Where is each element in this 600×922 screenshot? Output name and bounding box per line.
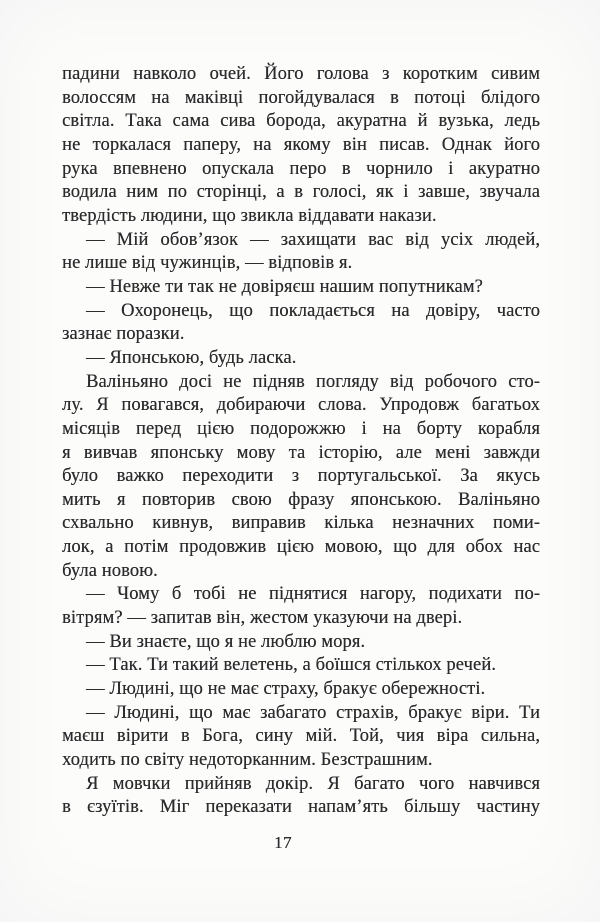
text-line: — Людині, що має забагато страхів, бракує віри. Ти — [86, 702, 540, 723]
text-line: Я мовчки прийняв докір. Я багато чого навчився — [86, 773, 540, 794]
text-line: була новою. — [62, 560, 158, 581]
text-line: — Так. Ти такий велетень, а боїшся стількох речей. — [86, 655, 496, 676]
text-line: не лише від чужинців, — відповів я. — [62, 253, 353, 274]
text-line: світла. Така сама сива борода, акуратна й вузька, ледь — [62, 111, 540, 132]
text-line: було важко переходити з португальської. За якусь — [62, 466, 540, 487]
text-line: — Чому б тобі не піднятися нагору, подихати по- — [86, 584, 540, 605]
text-line: маєш вірити в Бога, сину мій. Той, чия віра сильна, — [62, 726, 540, 747]
text-line: зазнає поразки. — [62, 324, 185, 345]
text-line: вітрям? — запитав він, жестом указуючи на двері. — [62, 608, 463, 629]
text-line: водила ним по сторінці, а в голосі, як і завше, звучала — [62, 182, 540, 203]
text-line: волоссям на маківці погойдувалася в потоці блідого — [62, 87, 540, 108]
text-line: — Охоронець, що покладається на довіру, часто — [86, 300, 540, 321]
text-line: падини навколо очей. Його голова з коротким сивим — [62, 64, 540, 84]
text-line: мить я повторив свою фразу японською. Валіньяно — [62, 489, 540, 510]
text-line: твердість людини, що звикла віддавати накази. — [62, 205, 437, 226]
text-line: ходить по світу недоторканним. Безстрашним. — [62, 750, 433, 771]
text-line: — Мій обов’язок — захищати вас від усіх людей, — [86, 229, 540, 250]
text-line: — Японською, будь ласка. — [86, 347, 297, 368]
text-line: в єзуїтів. Міг переказати напам’ять більшу частину — [62, 797, 540, 818]
text-line: лок, а потім продовжив цією мовою, що для обох нас — [62, 537, 540, 558]
text-line: — Невже ти так не довіряєш нашим попутникам? — [86, 276, 483, 297]
text-line: — Людині, що не має страху, бракує обережності. — [86, 679, 486, 700]
page-text-block — [62, 63, 540, 820]
text-line: рука впевнено опускала перо в чорнило і акуратно — [62, 158, 540, 179]
text-line: Валіньяно досі не підняв погляду від робочого сто- — [86, 371, 540, 392]
text-line: — Ви знаєте, що я не люблю моря. — [86, 631, 366, 652]
text-line: лу. Я повагався, добираючи слова. Упродовж багатьох — [62, 395, 540, 416]
text-line: схвально кивнув, виправив кілька незначних поми- — [62, 513, 540, 534]
text-line: не торкалася паперу, на якому він писав. Однак його — [62, 134, 540, 155]
text-line: я вивчав японську мову та історію, але мені завжди — [62, 442, 540, 463]
text-line: місяців перед цією подорожжю і на борту корабля — [62, 418, 540, 439]
page-number: 17 — [274, 833, 292, 852]
